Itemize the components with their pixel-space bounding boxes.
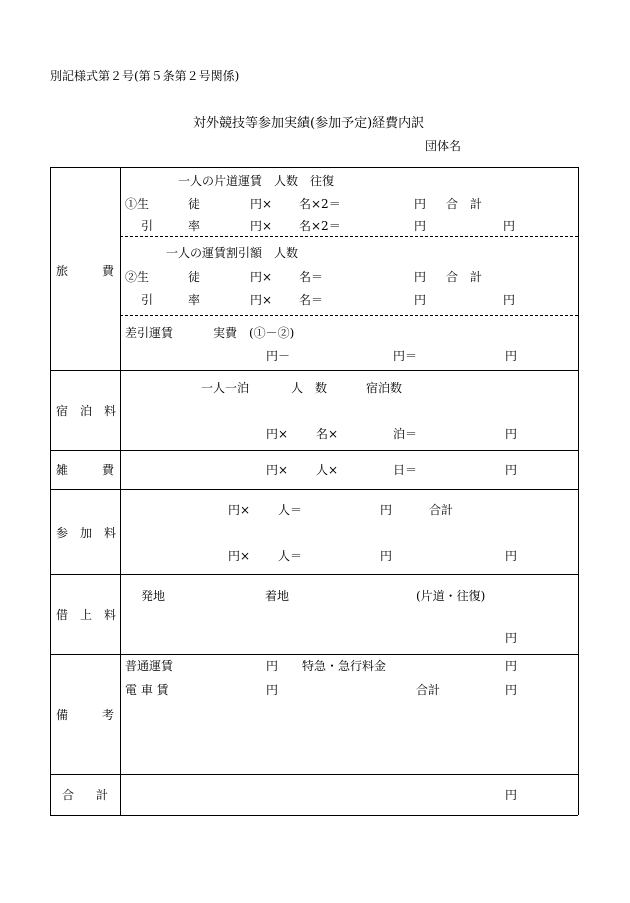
yen-times: 円× (250, 293, 273, 307)
yen-times: 円× (266, 463, 289, 477)
leader-suffix: 率 (188, 219, 201, 233)
leader-prefix: 引 (141, 293, 154, 307)
yen-end: 円 (503, 219, 516, 233)
yen-minus: 円－ (266, 349, 291, 363)
travel-label: 旅 (56, 264, 69, 278)
row-divider (50, 774, 578, 775)
total-label: 合計 (416, 683, 441, 697)
lodging-header-people: 人 数 (291, 381, 328, 395)
yen-times: 円× (266, 427, 289, 441)
yen: 円 (414, 270, 427, 284)
grand-total-label: 計 (96, 788, 109, 802)
yen-times: 円× (250, 219, 273, 233)
net-fare-label: 差引運賃 (125, 326, 174, 340)
yen-times: 円× (228, 549, 251, 563)
trip-type-label: (片道・往復) (416, 589, 486, 603)
total-label: 合計 (429, 503, 454, 517)
lodging-header-nights: 宿泊数 (366, 381, 403, 395)
yen-end: 円 (505, 788, 518, 802)
yen: 円 (266, 659, 279, 673)
discount-header: 一人の運賃割引額 人数 (166, 246, 299, 260)
table-border-top (50, 167, 578, 168)
leader-suffix: 率 (188, 293, 201, 307)
travel-label: 費 (102, 264, 115, 278)
yen-times: 円× (228, 503, 251, 517)
page-title: 対外競技等参加実績(参加予定)経費内訳 (193, 116, 425, 131)
yen: 円 (266, 683, 279, 697)
lodging-header-per-night: 一人一泊 (201, 381, 250, 395)
row-divider (50, 654, 578, 655)
entry-fee-label: 参 加 料 (56, 526, 117, 540)
yen-end: 円 (505, 631, 518, 645)
student-prefix: ②生 (125, 270, 150, 284)
yen-times: 円× (250, 270, 273, 284)
count-eq: 名＝ (299, 293, 324, 307)
train-fare-label: 電 車 賃 (125, 683, 169, 697)
leader-prefix: 引 (141, 219, 154, 233)
table-border-left (50, 167, 51, 815)
student-suffix: 徒 (188, 197, 201, 211)
count-times: 名× (316, 427, 339, 441)
label-column-divider (120, 167, 121, 815)
count-eq: 人＝ (278, 549, 303, 563)
misc-label: 雑 (56, 463, 69, 477)
nights-eq: 泊＝ (393, 427, 418, 441)
yen-eq: 円＝ (393, 349, 418, 363)
yen: 円 (380, 503, 393, 517)
count-times: 名×2＝ (299, 197, 341, 211)
yen: 円 (414, 293, 427, 307)
count-times: 人× (316, 463, 339, 477)
yen-end: 円 (505, 463, 518, 477)
table-border-bottom (50, 815, 578, 816)
lodging-label: 宿 泊 料 (56, 404, 117, 418)
row-divider (50, 489, 578, 490)
form-label: 別記様式第２号(第５条第２号関係) (50, 69, 240, 83)
dashed-divider (120, 315, 578, 316)
group-name-label: 団体名 (425, 139, 462, 153)
yen: 円 (380, 549, 393, 563)
row-divider (50, 450, 578, 451)
total-label: 計 (470, 197, 483, 211)
total-label: 合 (446, 197, 459, 211)
count-times: 名×2＝ (299, 219, 341, 233)
misc-label: 費 (102, 463, 115, 477)
remarks-label: 備 (56, 708, 69, 722)
yen-end: 円 (505, 659, 518, 673)
count-eq: 名＝ (299, 270, 324, 284)
yen-times: 円× (250, 197, 273, 211)
charter-label: 借 上 料 (56, 608, 117, 622)
departure-label: 発地 (141, 589, 166, 603)
row-divider (50, 574, 578, 575)
yen-end: 円 (505, 683, 518, 697)
express-fee-label: 特急・急行料金 (302, 659, 387, 673)
grand-total-label: 合 (62, 788, 75, 802)
yen-end: 円 (505, 549, 518, 563)
actual-cost-label: 実費 (①－②) (213, 326, 295, 340)
remarks-label: 考 (102, 708, 115, 722)
yen-end: 円 (505, 427, 518, 441)
total-label: 計 (470, 270, 483, 284)
yen: 円 (414, 219, 427, 233)
student-prefix: ①生 (125, 197, 150, 211)
student-suffix: 徒 (188, 270, 201, 284)
row-divider (50, 370, 578, 371)
total-label: 合 (446, 270, 459, 284)
yen-end: 円 (503, 293, 516, 307)
regular-fare-label: 普通運賃 (125, 659, 174, 673)
days-eq: 日＝ (393, 463, 418, 477)
yen: 円 (414, 197, 427, 211)
yen-end: 円 (505, 349, 518, 363)
count-eq: 人＝ (278, 503, 303, 517)
table-border-right (578, 167, 579, 815)
arrival-label: 着地 (265, 589, 290, 603)
dashed-divider (120, 236, 578, 237)
fare-header: 一人の片道運賃 人数 往復 (178, 174, 335, 188)
